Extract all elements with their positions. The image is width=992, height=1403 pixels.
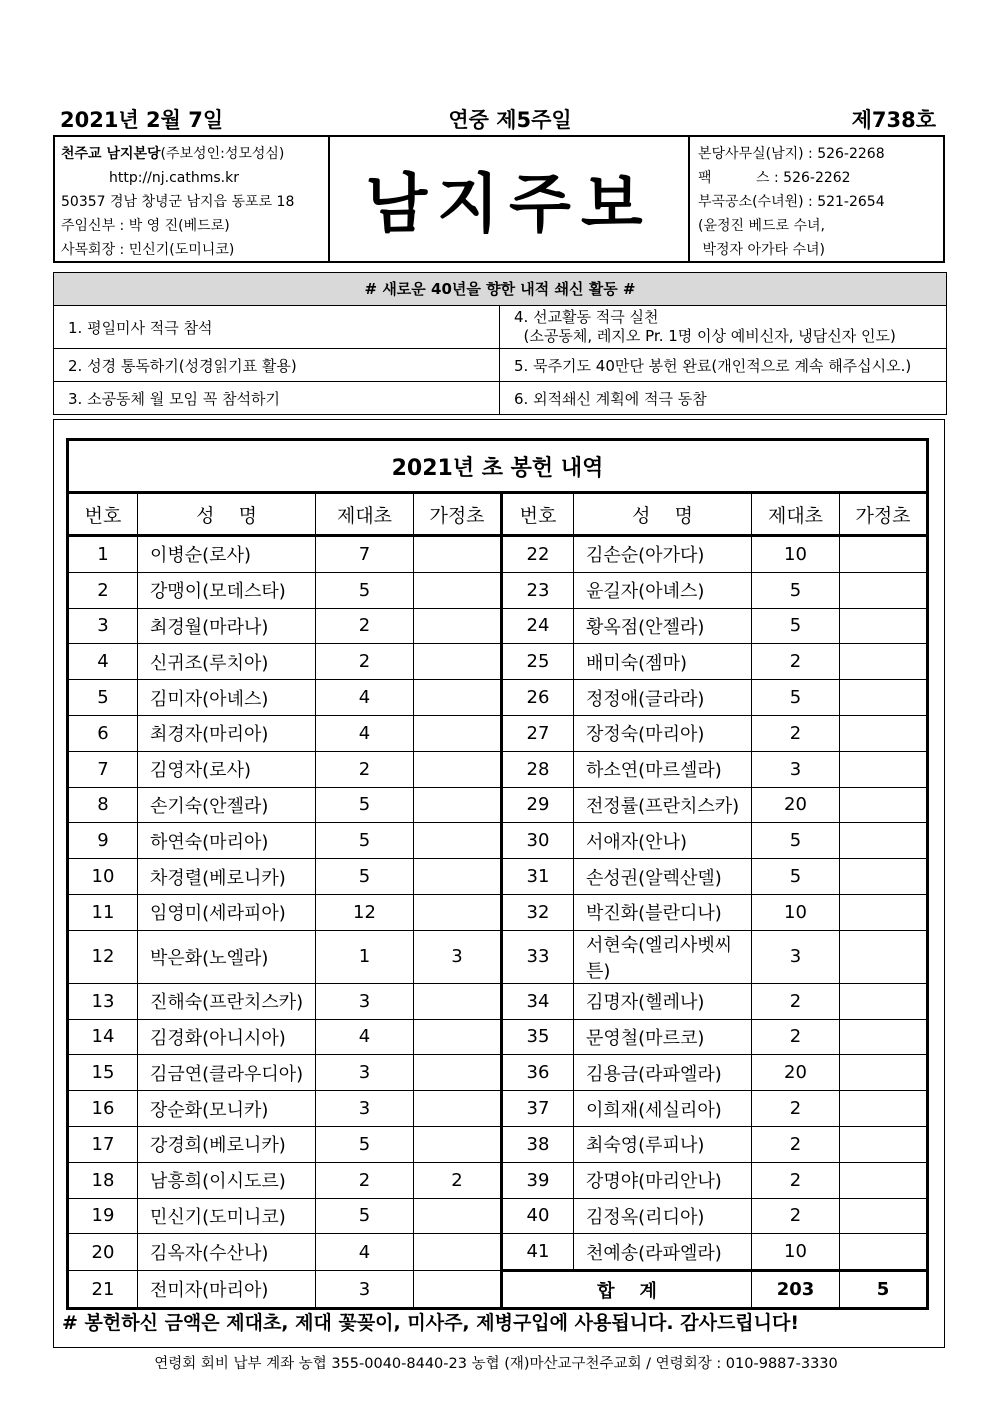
table-row: [68, 608, 928, 644]
contact-line: 부곡공소(수녀원) : 521-2654: [698, 194, 885, 210]
home-candles: [840, 1198, 928, 1234]
altar-candles: 10: [752, 536, 840, 573]
donor-number: 21: [68, 1271, 138, 1309]
altar-candles: 3: [316, 1055, 414, 1091]
donor-number: 26: [502, 680, 574, 716]
donor-name: 최숙영(루피나): [574, 1126, 752, 1162]
donor-name: 김옥자(수산나): [138, 1234, 316, 1271]
donor-number: 27: [502, 715, 574, 751]
home-candles: [414, 859, 502, 895]
table-row: [68, 1271, 928, 1309]
donor-name: 하소연(마르셀라): [574, 751, 752, 787]
parish-info-text: 사목회장 : 민신기(도미니코): [61, 242, 235, 258]
donor-number: 18: [68, 1162, 138, 1198]
donor-number: 25: [502, 644, 574, 680]
donor-name: 남흥희(이시도르): [138, 1162, 316, 1198]
home-candles: [414, 536, 502, 573]
activity-text: 5. 묵주기도 40만단 봉헌 완료(개인적으로 계속 해주십시오.): [514, 356, 912, 375]
donor-name: 차경렬(베로니카): [138, 859, 316, 895]
home-candles: [840, 1234, 928, 1271]
donor-name: 박진화(블란디나): [574, 894, 752, 930]
donor-number: 32: [502, 894, 574, 930]
home-candles: [840, 644, 928, 680]
issue-number: 제738호: [851, 108, 936, 132]
home-candles: [840, 930, 928, 983]
renewal-activities: [53, 272, 947, 415]
table-row: [68, 751, 928, 787]
parish-info: [55, 137, 330, 261]
altar-candles: 5: [316, 1198, 414, 1234]
table-row: [68, 823, 928, 859]
donor-name: 최경월(마라나): [138, 608, 316, 644]
donor-number: 23: [502, 572, 574, 608]
home-candles: [414, 823, 502, 859]
activity-text: (소공동체, 레지오 Pr. 1명 이상 예비신자, 냉담신자 인도): [514, 327, 896, 345]
donor-number: 2: [68, 572, 138, 608]
altar-candles: 10: [752, 1234, 840, 1271]
altar-candles: 2: [752, 715, 840, 751]
donor-number: 8: [68, 787, 138, 823]
altar-candles: 7: [316, 536, 414, 573]
donor-name: 김정옥(리디아): [574, 1198, 752, 1234]
parish-info-line: [61, 190, 328, 214]
altar-candles: 2: [752, 983, 840, 1019]
donor-name: 강경희(베로니카): [138, 1126, 316, 1162]
activities-heading: # 새로운 40년을 향한 내적 쇄신 활동 #: [54, 273, 946, 306]
donor-name: 하연숙(마리아): [138, 823, 316, 859]
donor-name: 이희재(세실리아): [574, 1091, 752, 1127]
donor-name: 박은화(노엘라): [138, 930, 316, 983]
table-row: [68, 644, 928, 680]
home-candles: [414, 787, 502, 823]
activity-item: [54, 349, 500, 381]
offering-note: # 봉헌하신 금액은 제대초, 제대 꽃꽂이, 미사주, 제병구입에 사용됩니다. 감사드립니다!: [62, 1312, 800, 1334]
altar-candles: 5: [752, 572, 840, 608]
bulletin-date: 2021년 2월 7일: [60, 108, 224, 132]
home-candles: [414, 1019, 502, 1055]
altar-candles: 2: [752, 1126, 840, 1162]
contact-line: 박정자 아가타 수녀): [698, 242, 826, 258]
table-row: [68, 680, 928, 716]
table-header-row: [68, 493, 928, 536]
activity-item: [500, 349, 946, 381]
footer-account-info: 연령회 회비 납부 계좌 농협 355-0040-8440-23 농협 (재)마산교구천주교회 / 연령회장 : 010-9887-3330: [154, 1356, 838, 1372]
home-candles: [414, 983, 502, 1019]
column-header: 제대초: [752, 493, 840, 536]
home-candles: [840, 536, 928, 573]
total-label: 합 계: [502, 1271, 752, 1309]
activity-item: [500, 306, 946, 348]
home-candles: [840, 823, 928, 859]
table-row: [68, 1162, 928, 1198]
donor-number: 22: [502, 536, 574, 573]
column-header: 성 명: [138, 493, 316, 536]
home-candles: [840, 894, 928, 930]
column-header: 가정초: [840, 493, 928, 536]
home-candles: [840, 715, 928, 751]
donor-number: 10: [68, 859, 138, 895]
altar-candles: 5: [316, 572, 414, 608]
donor-number: 3: [68, 608, 138, 644]
activity-row: [54, 306, 946, 349]
donor-name: 장순화(모니카): [138, 1091, 316, 1127]
donor-number: 39: [502, 1162, 574, 1198]
table-row: [68, 1126, 928, 1162]
contact-line: 팩 스 : 526-2262: [698, 170, 851, 186]
donor-name: 김미자(아녜스): [138, 680, 316, 716]
altar-candles: 2: [316, 751, 414, 787]
altar-candles: 2: [316, 1162, 414, 1198]
home-candles: [414, 1234, 502, 1271]
donor-number: 6: [68, 715, 138, 751]
home-candles: 2: [414, 1162, 502, 1198]
donor-number: 4: [68, 644, 138, 680]
donor-number: 15: [68, 1055, 138, 1091]
altar-candles: 4: [316, 1234, 414, 1271]
table-row: [68, 1234, 928, 1271]
total-altar-candles: 203: [752, 1271, 840, 1309]
column-header: 번호: [68, 493, 138, 536]
donor-name: 문영철(마르코): [574, 1019, 752, 1055]
table-title-row: [68, 440, 928, 493]
parish-info-text: http://nj.cathms.kr: [109, 170, 239, 186]
table-row: [68, 787, 928, 823]
activity-row: [54, 382, 946, 414]
parish-info-line: [61, 214, 328, 238]
donor-name: 정정애(글라라): [574, 680, 752, 716]
home-candles: [840, 751, 928, 787]
donor-number: 28: [502, 751, 574, 787]
contact-line: (윤정진 베드로 수녀,: [698, 218, 826, 234]
donor-name: 임영미(세라피아): [138, 894, 316, 930]
column-header: 번호: [502, 493, 574, 536]
altar-candles: 4: [316, 1019, 414, 1055]
home-candles: [414, 1126, 502, 1162]
donor-name: 신귀조(루치아): [138, 644, 316, 680]
activity-text: 2. 성경 통독하기(성경읽기표 활용): [68, 356, 297, 375]
bulletin-title: 남지주보: [330, 137, 690, 261]
home-candles: [840, 1162, 928, 1198]
donor-name: 전정률(프란치스카): [574, 787, 752, 823]
donor-name: 진해숙(프란치스카): [138, 983, 316, 1019]
donor-name: 김금연(클라우디아): [138, 1055, 316, 1091]
home-candles: [840, 680, 928, 716]
donor-name: 김용금(라파엘라): [574, 1055, 752, 1091]
donor-number: 11: [68, 894, 138, 930]
table-title: 2021년 초 봉헌 내역: [68, 440, 928, 493]
donor-name: 손기숙(안젤라): [138, 787, 316, 823]
home-candles: [840, 572, 928, 608]
table-row: [68, 1055, 928, 1091]
activity-text: 6. 외적쇄신 계획에 적극 동참: [514, 389, 707, 408]
home-candles: [840, 983, 928, 1019]
contact-line: 본당사무실(남지) : 526-2268: [698, 146, 885, 162]
donor-number: 17: [68, 1126, 138, 1162]
altar-candles: 3: [752, 930, 840, 983]
home-candles: [414, 608, 502, 644]
table-row: [68, 572, 928, 608]
home-candles: [840, 1019, 928, 1055]
donor-name: 서현숙(엘리사벳씨튼): [574, 930, 752, 983]
donor-number: 33: [502, 930, 574, 983]
altar-candles: 5: [752, 680, 840, 716]
donor-number: 35: [502, 1019, 574, 1055]
donor-name: 강맹이(모데스타): [138, 572, 316, 608]
altar-candles: 1: [316, 930, 414, 983]
table-row: [68, 983, 928, 1019]
parish-info-line: [61, 142, 328, 166]
home-candles: [840, 1091, 928, 1127]
donor-name: 김손순(아가다): [574, 536, 752, 573]
donor-number: 14: [68, 1019, 138, 1055]
activity-item: [54, 382, 500, 414]
donor-name: 김영자(로사): [138, 751, 316, 787]
donor-number: 9: [68, 823, 138, 859]
altar-candles: 4: [316, 680, 414, 716]
donor-name: 배미숙(젬마): [574, 644, 752, 680]
donor-number: 5: [68, 680, 138, 716]
donor-name: 윤길자(아녜스): [574, 572, 752, 608]
altar-candles: 2: [316, 608, 414, 644]
altar-candles: 10: [752, 894, 840, 930]
activity-item: [54, 306, 500, 348]
altar-candles: 20: [752, 787, 840, 823]
altar-candles: 3: [316, 1271, 414, 1309]
parish-info-text: (주보성인:성모성심): [160, 146, 285, 162]
altar-candles: 4: [316, 715, 414, 751]
altar-candles: 12: [316, 894, 414, 930]
donor-number: 13: [68, 983, 138, 1019]
donor-number: 7: [68, 751, 138, 787]
home-candles: 3: [414, 930, 502, 983]
altar-candles: 20: [752, 1055, 840, 1091]
candle-offering-table: [66, 438, 929, 1310]
parish-info-line: [61, 166, 328, 190]
activity-text: 1. 평일미사 적극 참석: [68, 318, 213, 337]
total-home-candles: 5: [840, 1271, 928, 1309]
home-candles: [414, 715, 502, 751]
altar-candles: 2: [752, 644, 840, 680]
altar-candles: 2: [752, 1019, 840, 1055]
table-row: [68, 1198, 928, 1234]
donor-number: 19: [68, 1198, 138, 1234]
column-header: 제대초: [316, 493, 414, 536]
donor-number: 1: [68, 536, 138, 573]
contact-info: [690, 137, 943, 266]
altar-candles: 5: [752, 823, 840, 859]
table-row: [68, 859, 928, 895]
parish-info-text: 50357 경남 창녕군 남지읍 동포로 18: [61, 194, 295, 210]
table-row: [68, 536, 928, 573]
home-candles: [414, 1091, 502, 1127]
donor-number: 37: [502, 1091, 574, 1127]
donor-number: 31: [502, 859, 574, 895]
activity-text: 3. 소공동체 월 모임 꼭 참석하기: [68, 389, 281, 408]
masthead-box: [53, 135, 945, 263]
home-candles: [414, 1055, 502, 1091]
donor-name: 강명야(마리안나): [574, 1162, 752, 1198]
parish-info-line: [61, 238, 328, 262]
donor-number: 29: [502, 787, 574, 823]
altar-candles: 5: [316, 859, 414, 895]
altar-candles: 3: [316, 983, 414, 1019]
altar-candles: 5: [752, 859, 840, 895]
donor-name: 민신기(도미니코): [138, 1198, 316, 1234]
altar-candles: 5: [316, 823, 414, 859]
donor-name: 최경자(마리아): [138, 715, 316, 751]
altar-candles: 5: [316, 1126, 414, 1162]
donor-number: 12: [68, 930, 138, 983]
home-candles: [414, 680, 502, 716]
donor-name: 천예송(라파엘라): [574, 1234, 752, 1271]
liturgical-week: 연중 제5주일: [448, 108, 572, 132]
home-candles: [414, 644, 502, 680]
altar-candles: 3: [752, 751, 840, 787]
home-candles: [414, 751, 502, 787]
home-candles: [414, 894, 502, 930]
home-candles: [414, 1198, 502, 1234]
donor-number: 24: [502, 608, 574, 644]
home-candles: [840, 608, 928, 644]
donor-name: 장정숙(마리아): [574, 715, 752, 751]
table-row: [68, 894, 928, 930]
altar-candles: 2: [752, 1091, 840, 1127]
donor-name: 김명자(헬레나): [574, 983, 752, 1019]
home-candles: [840, 787, 928, 823]
activity-row: [54, 349, 946, 382]
activity-item: [500, 382, 946, 414]
donor-number: 36: [502, 1055, 574, 1091]
donor-number: 20: [68, 1234, 138, 1271]
donor-name: 김경화(아니시아): [138, 1019, 316, 1055]
altar-candles: 2: [316, 644, 414, 680]
donor-name: 황옥점(안젤라): [574, 608, 752, 644]
donor-number: 40: [502, 1198, 574, 1234]
donor-name: 전미자(마리아): [138, 1271, 316, 1309]
parish-name: 천주교 남지본당: [61, 146, 161, 162]
altar-candles: 2: [752, 1162, 840, 1198]
activity-text: 4. 선교활동 적극 실천: [514, 308, 659, 326]
home-candles: [840, 859, 928, 895]
column-header: 성 명: [574, 493, 752, 536]
donor-name: 서애자(안나): [574, 823, 752, 859]
donor-number: 34: [502, 983, 574, 1019]
table-row: [68, 1019, 928, 1055]
parish-info-text: 주임신부 : 박 영 진(베드로): [61, 218, 230, 234]
donor-number: 30: [502, 823, 574, 859]
donor-name: 이병순(로사): [138, 536, 316, 573]
altar-candles: 2: [752, 1198, 840, 1234]
donor-number: 16: [68, 1091, 138, 1127]
donor-number: 38: [502, 1126, 574, 1162]
table-row: [68, 930, 928, 983]
home-candles: [414, 572, 502, 608]
home-candles: [840, 1126, 928, 1162]
column-header: 가정초: [414, 493, 502, 536]
altar-candles: 3: [316, 1091, 414, 1127]
altar-candles: 5: [752, 608, 840, 644]
table-row: [68, 1091, 928, 1127]
donor-name: 손성권(알렉산델): [574, 859, 752, 895]
donor-number: 41: [502, 1234, 574, 1271]
home-candles: [840, 1055, 928, 1091]
home-candles: [414, 1271, 502, 1309]
table-row: [68, 715, 928, 751]
altar-candles: 5: [316, 787, 414, 823]
